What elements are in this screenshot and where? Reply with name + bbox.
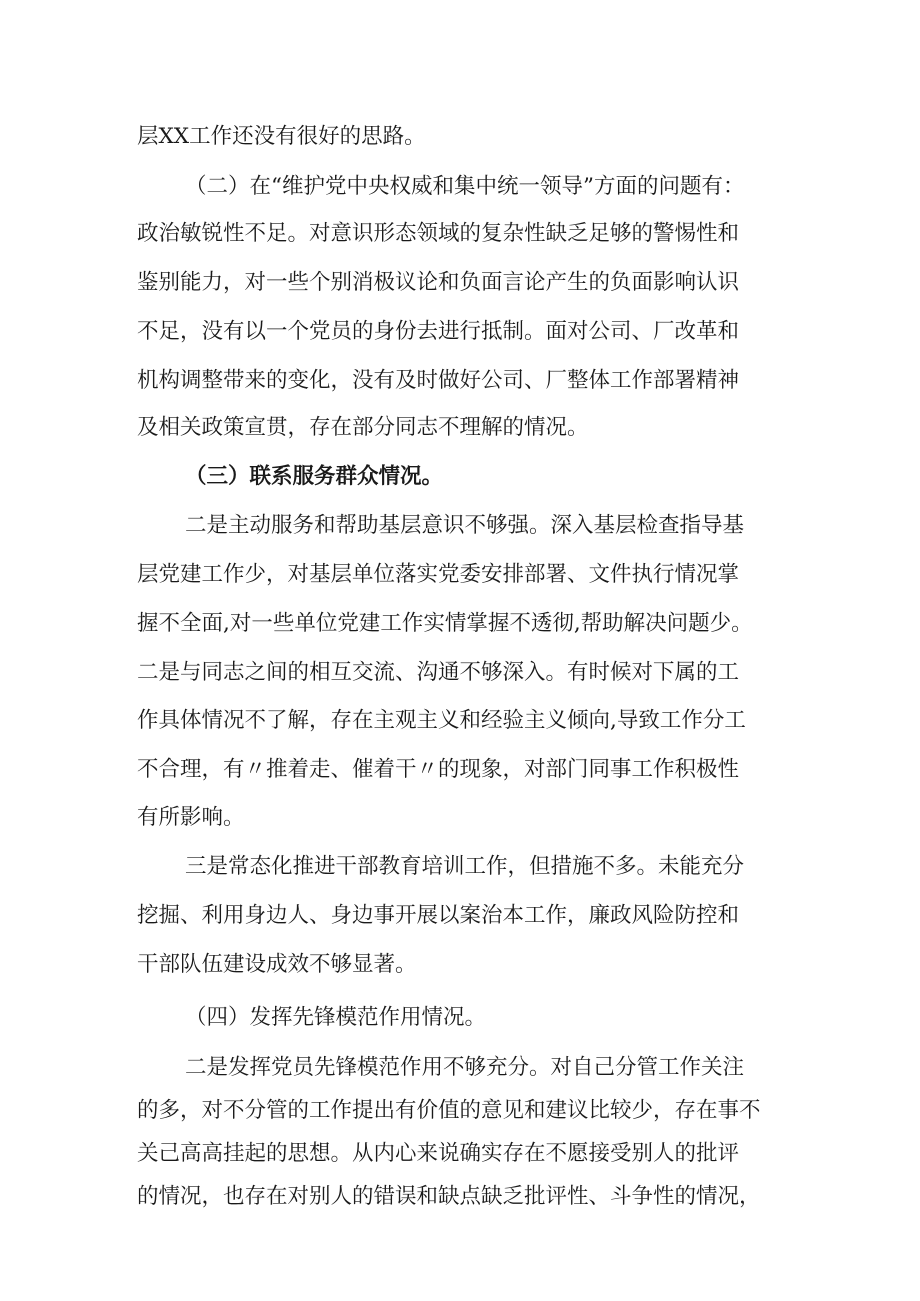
text-line: 及相关政策宣贯，存在部分同志不理解的情况。 [137, 415, 589, 440]
text-line: 的情况，也存在对别人的错误和缺点缺乏批评性、斗争性的情况， [137, 1184, 761, 1209]
paragraph-start: 二是发挥党员先锋模范作用不够充分。对自己分管工作关注 [185, 1055, 745, 1080]
text-line: 作具体情况不了解，存在主观主义和经验主义倾向,导致工作分工 [137, 708, 746, 733]
text-line: 握不全面,对一些单位党建工作实情掌握不透彻,帮助解决问题少。 [137, 611, 753, 636]
text-line: 不足，没有以一个党员的身份去进行抵制。面对公司、厂改革和 [137, 319, 740, 344]
text-line: 二是与同志之间的相互交流、沟通不够深入。有时候对下属的工 [137, 660, 740, 685]
text-line: 不合理，有〃推着走、催着干〃的现象，对部门同事工作积极性 [137, 757, 740, 782]
paragraph-start: 三是常态化推进干部教育培训工作，但措施不多。未能充分 [185, 854, 745, 879]
section-heading-3: （三）联系服务群众情况。 [185, 464, 444, 489]
text-line: 政治敏锐性不足。对意识形态领域的复杂性缺乏足够的警惕性和 [137, 221, 740, 246]
text-line: 干部队伍建设成效不够显著。 [137, 952, 417, 977]
text-line: 鉴别能力，对一些个别消极议论和负面言论产生的负面影响认识 [137, 270, 740, 295]
section-heading-4: （四）发挥先锋模范作用情况。 [185, 1005, 487, 1030]
text-line: 的多，对不分管的工作提出有价值的意见和建议比较少，存在事不 [137, 1098, 761, 1123]
text-line: 层党建工作少，对基层单位落实党委安排部署、文件执行情况掌 [137, 562, 740, 587]
text-line: 有所影响。 [137, 805, 245, 830]
section-heading-2: （二）在“维护党中央权威和集中统一领导”方面的问题有： [185, 174, 745, 199]
paragraph-start: 二是主动服务和帮助基层意识不够强。深入基层检查指导基 [185, 513, 745, 538]
text-line: 挖掘、利用身边人、身边事开展以案治本工作，廉政风险防控和 [137, 903, 740, 928]
text-line: 层XX工作还没有很好的思路。 [137, 124, 426, 149]
text-line: 机构调整带来的变化，没有及时做好公司、厂整体工作部署精神 [137, 368, 740, 393]
text-line: 关己高高挂起的思想。从内心来说确实存在不愿接受别人的批评 [137, 1141, 740, 1166]
